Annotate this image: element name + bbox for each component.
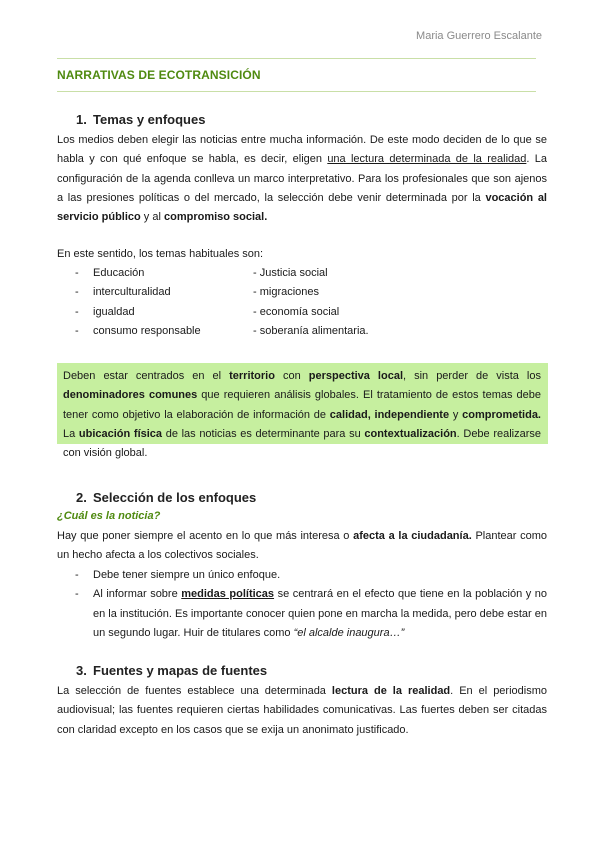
text-run: La (63, 427, 79, 440)
text-run: de las noticias es determinante para su (162, 427, 365, 440)
text-run: Plantear como un hecho afecta a los colectivos sociales. (57, 530, 547, 562)
text-run: . La configuración de la agenda conlleva un marco interpretativo. Para los profesionales que son ajenos a las presiones políticas o del mercado, la selección debe venir determinada por la (57, 153, 547, 204)
topic-right: - soberanía alimentaria. (253, 324, 369, 337)
section-3-title: Fuentes y mapas de fuentes (93, 663, 268, 678)
topic-row (57, 264, 457, 283)
author-name: Maria Guerrero Escalante (416, 30, 542, 42)
bold-phrase: vocación al servicio público (57, 191, 547, 224)
text-run: Los medios deben elegir las noticias entre mucha información. De este modo deciden de lo que se habla y con qué enfoque se habla, es decir, eligen (57, 134, 547, 166)
topic-row (57, 322, 457, 341)
bullet-dash: - (75, 267, 79, 279)
bullet-dash: - (75, 569, 79, 581)
section-1-heading (76, 112, 205, 127)
text-run: . En el periodismo audiovisual; las fuentes requieren ciertas habilidades comunicativas. Las fuertes deben ser citadas con claridad excepto en los casos que se exija un anonimato justificado. (57, 685, 547, 736)
text-run: Al informar sobre (93, 588, 182, 601)
section-2-number: 2. (76, 490, 87, 505)
topic-left: igualdad (93, 305, 135, 318)
bullet-dash: - (75, 305, 79, 318)
section-1-number: 1. (76, 112, 87, 127)
topic-row (57, 283, 457, 302)
section-2-bullet-list (57, 566, 547, 643)
bold-phrase: territorio (229, 370, 275, 382)
bold-phrase: comprometida. (462, 408, 541, 421)
bold-phrase: perspectiva local (308, 370, 404, 382)
topic-left: Educación (93, 267, 145, 279)
bold-phrase: lectura de la realidad (331, 685, 451, 697)
section-2-title: Selección de los enfoques (93, 490, 257, 505)
topic-left: consumo responsable (93, 324, 201, 337)
section-2-paragraph (57, 527, 547, 566)
divider-bottom (57, 91, 536, 92)
bold-phrase: denominadores comunes (63, 389, 198, 402)
text-run: y al (140, 211, 164, 224)
list-item (57, 566, 547, 585)
text-run: Deben estar centrados en el (63, 370, 230, 382)
divider-top (57, 58, 536, 59)
topics-list (57, 264, 457, 341)
section-1-paragraph-2: En este sentido, los temas habituales son: (57, 248, 264, 260)
section-2-subquestion: ¿Cuál es la noticia? (57, 510, 161, 522)
list-item-text: Debe tener siempre un único enfoque. (93, 569, 281, 581)
list-item (57, 585, 547, 643)
topic-left: interculturalidad (93, 286, 171, 299)
bold-phrase: compromiso social. (163, 211, 268, 224)
section-1-paragraph-1 (57, 131, 547, 227)
section-3-number: 3. (76, 663, 87, 678)
bold-phrase: contextualización (364, 427, 457, 440)
section-2-heading (76, 490, 256, 505)
bold-phrase: afecta a la ciudadanía. (353, 530, 472, 542)
topic-right: - economía social (253, 305, 340, 318)
bullet-dash: - (75, 588, 79, 601)
text-run: , sin perder de vista los (403, 370, 541, 382)
topic-right: - migraciones (253, 286, 320, 299)
document-title: NARRATIVAS DE ECOTRANSICIÓN (57, 68, 261, 82)
text-run: . Debe realizarse con visión global. (63, 427, 542, 460)
highlight-box-text (63, 367, 541, 463)
text-run: se centrará en el efecto que tiene en la población y no en la institución. Es importante conocer quien pone en marcha la medida, pero debe estar en un segundo lugar. Huir de titulares como (93, 588, 548, 639)
text-run: con (274, 370, 309, 382)
bold-phrase: ubicación física (78, 427, 163, 440)
underlined-bold-phrase: medidas políticas (181, 588, 275, 601)
text-run: Hay que poner siempre el acento en lo que más interesa o (57, 530, 354, 542)
text-run: que requieren análisis globales. El tratamiento de estos temas debe tener como objetivo la elaboración de información de (63, 389, 541, 421)
text-run: y (449, 408, 463, 421)
section-1-title: Temas y enfoques (93, 112, 206, 127)
topic-row (57, 303, 457, 322)
topic-right: - Justicia social (253, 267, 328, 279)
bold-phrase: calidad, independiente (329, 408, 450, 421)
underlined-phrase: una lectura determinada de la realidad (327, 153, 527, 166)
bullet-dash: - (75, 286, 79, 299)
section-3-paragraph (57, 682, 547, 740)
section-3-heading (76, 663, 267, 678)
quoted-headline: “el alcalde inaugura…” (293, 626, 405, 639)
text-run: La selección de fuentes establece una determinada (57, 685, 332, 697)
bullet-dash: - (75, 324, 79, 337)
